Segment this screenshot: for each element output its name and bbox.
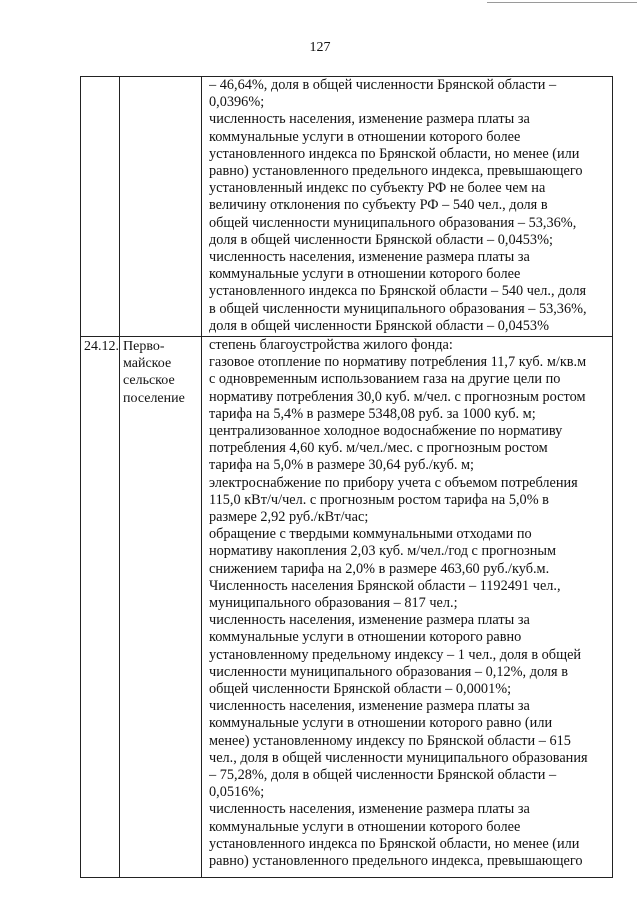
text-line: – 75,28%, доля в общей численности Брянской области – (209, 767, 557, 784)
text-line: равно) установленного предельного индекса, превышающего (209, 163, 583, 180)
text-line: степень благоустройства жилого фонда: (209, 337, 453, 353)
description-cell (202, 77, 613, 337)
text-line: установленного индекса по Брянской области – 540 чел., доля (209, 283, 587, 300)
table-row (81, 77, 613, 337)
text-line: тарифа на 5,4% в размере 5348,08 руб. за 1000 куб. м; (209, 405, 536, 422)
text-line: численность населения, изменение размера платы за (209, 111, 530, 128)
text-line: с одновременным использованием газа на другие цели по (209, 371, 561, 388)
text-line: чел., доля в общей численности муниципального образования (209, 749, 588, 766)
text-line: коммунальные услуги в отношении которого равно (209, 629, 522, 646)
text-line: величину отклонения по субъекту РФ – 540 чел., доля в (209, 197, 548, 214)
text-line: коммунальные услуги в отношении которого равно (или (209, 715, 553, 732)
text-line: установленного индекса по Брянской области, но менее (или (209, 145, 580, 162)
text-line: газовое отопление по нормативу потребления 11,7 куб. м/кв.м (209, 354, 587, 371)
top-edge-line (487, 2, 637, 3)
text-line: 115,0 кВт/ч/чел. с прогнозным ростом тарифа на 5,0% в (209, 491, 549, 508)
text-line: муниципального образования – 817 чел.; (209, 595, 458, 612)
text-line: численность населения, изменение размера платы за (209, 249, 530, 266)
text-line: потребления 4,60 куб. м/чел./мес. с прогнозным ростом (209, 440, 548, 457)
text-line: коммунальные услуги в отношении которого более (209, 128, 521, 145)
text-line: доля в общей численности Брянской области – 0,0453% (209, 317, 549, 334)
text-line: – 46,64%, доля в общей численности Брянской области – (209, 77, 557, 93)
text-line: численность населения, изменение размера платы за (209, 801, 530, 818)
text-line: Численность населения Брянской области – 1192491 чел., (209, 577, 561, 594)
text-line: численность населения, изменение размера платы за (209, 698, 530, 715)
text-line: снижением тарифа на 2,0% в размере 463,60 руб./куб.м. (209, 560, 550, 577)
text-line: размере 2,92 руб./кВт/час; (209, 509, 369, 526)
table-row (81, 337, 613, 878)
text-line: коммунальные услуги в отношении которого более (209, 266, 521, 283)
text-line: обращение с твердыми коммунальными отходами по (209, 526, 532, 543)
text-line: доля в общей численности Брянской области – 0,0453%; (209, 231, 553, 248)
row-number-cell (81, 77, 120, 337)
row-number-cell: 24.12. (81, 337, 120, 878)
settlement-name-cell (120, 77, 202, 337)
text-line: нормативу накопления 2,03 куб. м/чел./год с прогнозным (209, 543, 557, 560)
text-line: установленный индекс по субъекту РФ не более чем на (209, 180, 546, 197)
text-line: общей численности Брянской области – 0,0001%; (209, 681, 512, 698)
text-line: нормативу потребления 30,0 куб. м/чел. с прогнозным ростом (209, 388, 586, 405)
text-line: централизованное холодное водоснабжение по нормативу (209, 423, 563, 440)
document-table (80, 76, 613, 878)
text-line: коммунальные услуги в отношении которого более (209, 818, 521, 835)
description-cell (202, 337, 613, 878)
text-line: 0,0516%; (209, 784, 265, 801)
text-line: тарифа на 5,0% в размере 30,64 руб./куб. м; (209, 457, 475, 474)
text-line: равно) установленного предельного индекса, превышающего (209, 853, 583, 870)
text-line: общей численности муниципального образования – 53,36%, (209, 214, 577, 231)
text-line: менее) установленному индексу по Брянской области – 615 (209, 732, 571, 749)
text-line: численность населения, изменение размера платы за (209, 612, 530, 629)
settlement-name-cell: Перво- майское сельское поселение (120, 337, 202, 878)
page-number: 127 (309, 40, 331, 55)
text-line: установленному предельному индексу – 1 чел., доля в общей (209, 646, 582, 663)
text-line: электроснабжение по прибору учета с объемом потребления (209, 474, 578, 491)
text-line: 0,0396%; (209, 94, 265, 111)
text-line: численности муниципального образования – 0,12%, доля в (209, 663, 568, 680)
text-line: установленного индекса по Брянской области, но менее (или (209, 835, 580, 852)
text-line: в общей численности муниципального образования – 53,36%, (209, 300, 587, 317)
